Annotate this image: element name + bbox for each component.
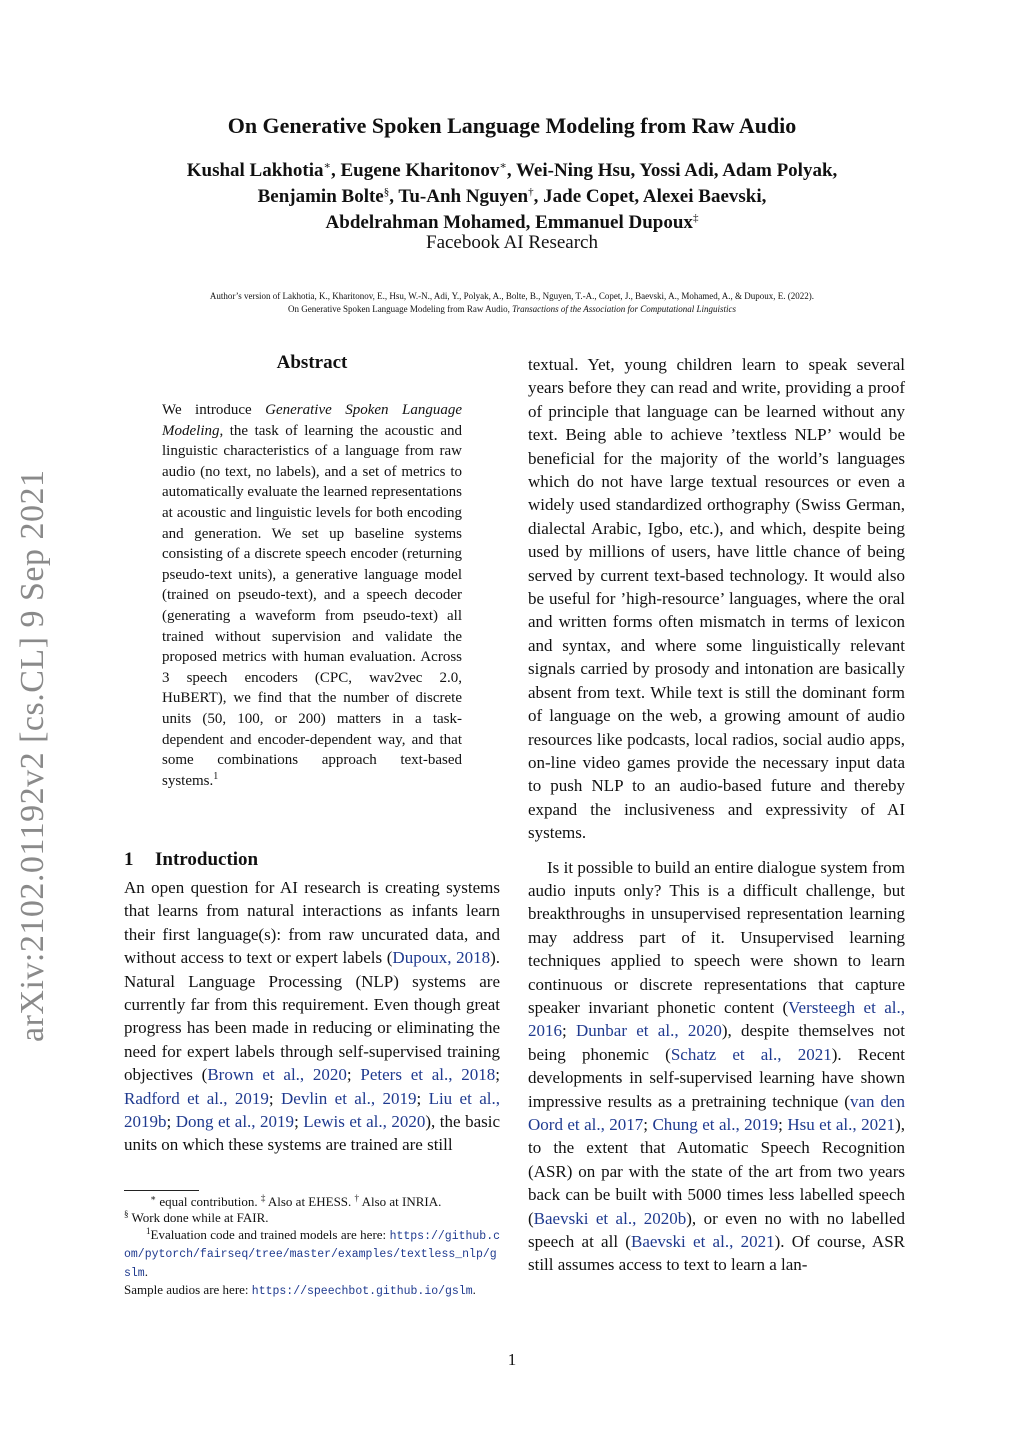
intro-paragraph-1 — [124, 876, 500, 1157]
audio-url-link[interactable]: https://speechbot.github.io/gslm — [251, 1285, 473, 1299]
separator: ; — [778, 1115, 788, 1134]
section-title: Introduction — [155, 849, 259, 870]
version-text: On Generative Spoken Language Modeling from Raw Audio, — [287, 304, 513, 314]
footnote-text: Work done while at FAIR. — [128, 1210, 269, 1226]
author-mark: ∗ — [323, 160, 331, 172]
version-line-1: Author’s version of Lakhotia, K., Kharitonov, E., Hsu, W.-N., Adi, Y., Polyak, A., Bolte, B., Nguyen, T.-A., Copet, J., Baevski, A., Mohamed, A., & Dupoux, E. (2022). — [209, 291, 815, 301]
citation-link[interactable]: Peters et al., 2018 — [360, 1065, 496, 1085]
abstract-text: , the task of learning the acoustic and linguistic characteristics of a language from raw audio (no text, no labels), and a set of metrics to automatically evaluate the learned representations at acoustic and linguistic levels for both encoding and generation. We set up baseline systems consisting of a discrete speech encoder (returning pseudo-text units), a generative language model (trained on pseudo-text), and a speech decoder (generating a waveform from pseudo-text) all trained without supervision and validate the proposed metrics with human evaluation. Across 3 speech encoders (CPC, wav2vec 2.0, HuBERT), we find that the number of discrete units (50, 100, or 200) matters in a task-dependent and encoder-dependent way, and that some combinations approach text-based systems. — [162, 422, 462, 789]
citation-link[interactable]: Devlin et al., 2019 — [281, 1088, 417, 1108]
intro-right-column — [528, 353, 905, 1277]
citation-link[interactable]: Brown et al., 2020 — [207, 1065, 347, 1085]
citation-link[interactable]: Liu et al., 2019b — [124, 1088, 500, 1132]
body-text: Is it possible to build an entire dialogue system from audio inputs only? This is a difficult challenge, but breakthroughs in unsupervised representation learning may address part of it. Unsupervised learning techniques applied to speech were shown to learn continuous or discrete representations that capture speaker invariant phonetic content ( — [528, 857, 905, 1017]
body-text: ). Of course, ASR still assumes access to text to learn a lan- — [528, 1232, 905, 1275]
citation-link[interactable]: Dong et al., 2019 — [175, 1112, 295, 1132]
author-name: , Eugene Kharitonov — [330, 160, 500, 181]
footnote-marker: ‡ — [260, 1193, 266, 1203]
footnote-text: equal contribution. — [156, 1194, 261, 1209]
page-number: 1 — [507, 1350, 517, 1369]
author-mark: † — [528, 186, 534, 198]
separator: ; — [562, 1021, 576, 1041]
citation-link[interactable]: Radford et al., 2019 — [124, 1088, 269, 1108]
footnote-marker: † — [354, 1193, 360, 1203]
author-mark: ‡ — [692, 212, 699, 224]
citation-link[interactable]: Versteegh et al., 2016 — [528, 997, 905, 1041]
body-text: ), or even no with no labelled speech at all ( — [528, 1208, 905, 1252]
abstract-text: We introduce — [162, 402, 266, 418]
footnote-affiliations — [124, 1194, 500, 1210]
footnote-code — [124, 1227, 500, 1282]
separator: ; — [166, 1112, 176, 1132]
footnote-text: Also at INRIA. — [359, 1194, 442, 1209]
footnote-marker: ∗ — [150, 1193, 157, 1203]
footnotes — [124, 1194, 500, 1300]
footnote-marker: § — [124, 1209, 129, 1220]
footnote-text: Sample audios are here: — [124, 1282, 252, 1298]
author-line-1 — [0, 158, 1024, 184]
arxiv-stamp[interactable]: arXiv:2102.01192v2 [cs.CL] 9 Sep 2021 — [14, 469, 51, 1042]
abstract-heading: Abstract — [276, 352, 348, 373]
author-name: Abdelrahman Mohamed, Emmanuel Dupoux — [325, 212, 693, 233]
section-number: 1 — [124, 849, 134, 870]
body-text: ). Natural Language Processing (NLP) systems are currently far from this requirement. Even though great progress has been made in reducing or eliminating the need for expert labels through self-supervised training objectives ( — [124, 948, 500, 1085]
author-name: , Wei-Ning Hsu, Yossi Adi, Adam Polyak, — [506, 160, 838, 181]
body-text: An open question for AI research is creating systems that learns from natural interactions as infants learn their first language(s): from raw uncurated data, and without access to text or expert labels ( — [124, 878, 500, 968]
footnote-marker[interactable]: 1 — [213, 770, 219, 782]
version-line-2 — [0, 303, 1024, 316]
paper-title: On Generative Spoken Language Modeling from Raw Audio — [227, 113, 797, 138]
code-url-link[interactable]: https://github.com/pytorch/fairseq/tree/master/examples/textless_nlp/gslm — [124, 1229, 500, 1280]
citation-link[interactable]: Baevski et al., 2020b — [533, 1208, 687, 1228]
abstract-body — [162, 400, 462, 791]
citation-link[interactable]: Hsu et al., 2021 — [787, 1115, 896, 1134]
citation-link[interactable]: Dupoux, 2018 — [392, 948, 491, 968]
citation-link[interactable]: Chung et al., 2019 — [652, 1115, 779, 1134]
citation-link[interactable]: Schatz et al., 2021 — [670, 1044, 832, 1064]
footnote-rule — [124, 1190, 199, 1191]
body-text: textual. Yet, young children learn to speak several years before they can read and write, providing a proof of principle that language can be learned without any text. Being able to achieve ’textless NLP’ would be beneficial for the majority of the world’s languages which do not have large textual resources or even a widely used standardized orthography (Swiss German, dialectal Arabic, Igbo, etc.), and which, despite being used by millions of users, have little chance of being served by current text-based technology. It would also be useful for ’high-resource’ languages, where the oral and written forms often mismatch in terms of lexicon and syntax, and where some linguistically relevant signals carried by prosody and intonation are basically absent from text. While text is still the dominant form of language on the web, a growing amount of audio resources like podcasts, local radios, social audio apps, on-line video games provide the necessary input data to push NLP to an audio-based future and thereby expand the inclusiveness and expressivity of AI systems. — [528, 355, 905, 843]
separator: ; — [643, 1115, 653, 1134]
body-text: ). Recent developments in self-supervised learning have shown impressive results as a pretraining technique ( — [528, 1044, 906, 1111]
body-text: ), to the extent that Automatic Speech Recognition (ASR) on par with the state of the art from two years back can be built with 5000 times less labelled speech ( — [528, 1115, 905, 1228]
footnote-fair — [124, 1210, 500, 1226]
section-heading-introduction — [124, 849, 258, 871]
footnote-marker: 1 — [146, 1225, 151, 1236]
venue-name: Transactions of the Association for Computational Linguistics — [512, 304, 737, 314]
footnote-audio — [124, 1282, 500, 1300]
author-name: Benjamin Bolte — [257, 186, 384, 207]
intro-paragraph-2 — [528, 856, 905, 1277]
citation-link[interactable]: Lewis et al., 2020 — [303, 1112, 426, 1132]
separator: ; — [346, 1065, 361, 1085]
author-name: Kushal Lakhotia — [186, 160, 324, 181]
separator: ; — [294, 1112, 304, 1132]
citation-link[interactable]: Dunbar et al., 2020 — [576, 1021, 722, 1041]
citation-link[interactable]: van den Oord et al., 2017 — [528, 1091, 906, 1134]
body-text: ), the basic units on which these systems are trained are still — [124, 1112, 500, 1155]
separator: ; — [416, 1088, 429, 1108]
author-mark: § — [383, 186, 390, 198]
citation-link[interactable]: Baevski et al., 2021 — [630, 1232, 775, 1252]
version-note — [0, 290, 1024, 316]
footnote-text: . — [144, 1263, 148, 1279]
body-text: ), despite themselves not being phonemic ( — [528, 1021, 905, 1064]
author-line-2 — [0, 184, 1024, 210]
intro-left-column — [124, 876, 500, 1157]
footnote-text: Also at EHESS. — [265, 1194, 355, 1209]
abstract-emphasis: Generative Spoken Language Modeling — [162, 402, 462, 439]
affiliation: Facebook AI Research — [426, 232, 598, 253]
separator: ; — [268, 1088, 281, 1108]
footnote-text: . — [472, 1282, 476, 1298]
footnote-text: Evaluation code and trained models are here: — [150, 1226, 390, 1242]
author-name: , Tu-Anh Nguyen — [389, 186, 529, 207]
author-name: , Jade Copet, Alexei Baevski, — [533, 186, 767, 207]
author-list — [0, 158, 1024, 236]
separator: ; — [495, 1065, 500, 1085]
author-mark: ∗ — [499, 160, 507, 172]
